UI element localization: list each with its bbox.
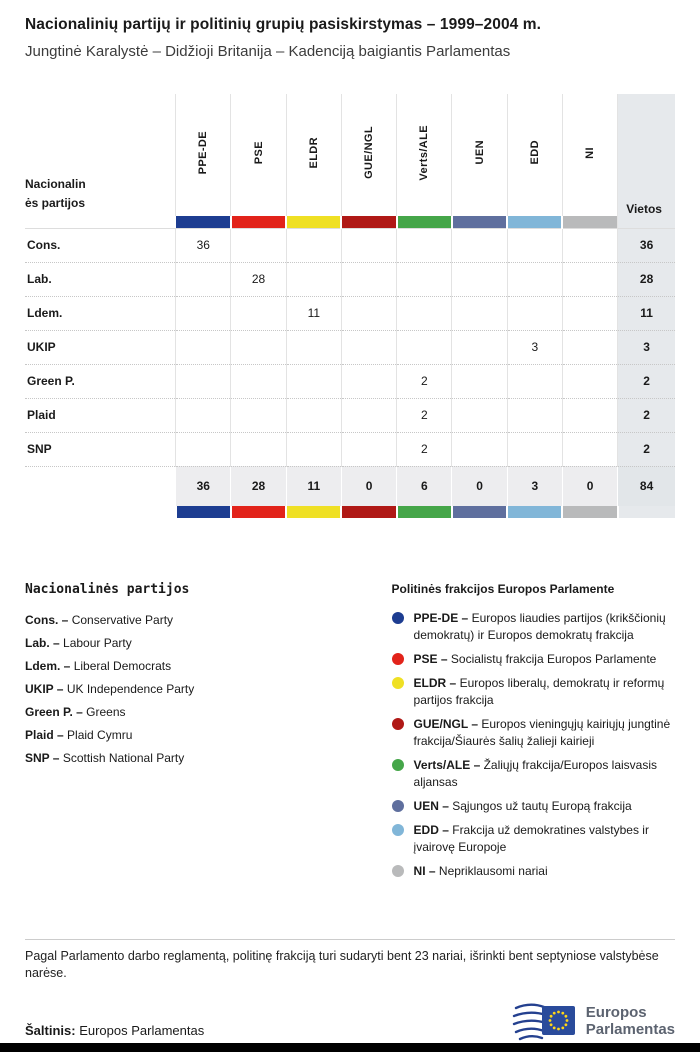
value-cell: 3 [507,330,562,364]
group-color-bar [507,216,562,228]
groups-legend-title: Politinės frakcijos Europos Parlamente [391,582,615,596]
value-cell [231,330,286,364]
value-cell: 36 [176,228,231,262]
value-cell [286,364,341,398]
party-name: SNP [25,432,176,466]
table-row [25,432,675,466]
list-item: Plaid – Plaid Cymru [25,728,133,742]
grand-total-cell: 84 [618,466,675,506]
bar-spacer [25,506,176,518]
value-cell [562,262,617,296]
list-item: PSE – Socialistų frakcija Europos Parlamente [392,651,675,668]
group-color-dot [392,677,404,689]
group-color-bar [231,506,286,518]
list-item: ELDR – Europos liberalų, demokratų ir reformų partijos frakcija [392,675,675,709]
totals-row [25,466,675,506]
value-cell [507,228,562,262]
party-name: Green P. [25,364,176,398]
total-cell: 36 [176,466,231,506]
value-cell [452,432,507,466]
value-cell [452,330,507,364]
list-item: Verts/ALE – Žaliųjų frakcija/Europos laisvasis aljansas [392,757,675,791]
value-cell [286,330,341,364]
total-cell: 28 [231,466,286,506]
seats-cell: 2 [618,432,675,466]
list-item: UEN – Sąjungos už tautų Europą frakcija [392,798,675,815]
list-item: Green P. – Greens [25,705,126,719]
source-line: Šaltinis: Europos Parlamentas [25,1023,205,1038]
value-cell [397,330,452,364]
list-item: UKIP – UK Independence Party [25,682,195,696]
page-title: Nacionalinių partijų ir politinių grupių pasiskirstymas – 1999–2004 m. [25,16,542,33]
table-row [25,296,675,330]
total-cell: 0 [341,466,396,506]
value-cell [341,364,396,398]
group-color-bar [452,506,507,518]
value-cell [176,330,231,364]
column-header-pse: PSE [231,94,286,216]
value-cell [562,364,617,398]
footnote: Pagal Parlamento darbo reglamentą, politinę frakciją turi sudaryti bent 23 nariai, išrinkti bent septyniose valstybėse narėse. [25,949,659,980]
group-color-dot [392,653,404,665]
footer-row [25,998,675,1044]
seats-cell: 2 [618,364,675,398]
group-color-dot [392,718,404,730]
table-row [25,364,675,398]
logo-text: Europos Parlamentas [585,1003,675,1038]
value-cell [452,364,507,398]
ep-hemicycle-flag-icon [512,998,578,1044]
value-cell [507,432,562,466]
value-cell [341,228,396,262]
parties-legend [25,582,392,887]
group-color-dot [392,824,404,836]
value-cell [341,296,396,330]
column-header-edd: EDD [507,94,562,216]
value-cell [176,364,231,398]
group-color-bar [341,506,396,518]
total-cell: 11 [286,466,341,506]
value-cell: 11 [286,296,341,330]
row-header [25,94,176,228]
column-header-eldr: ELDR [286,94,341,216]
group-color-bar [397,506,452,518]
value-cell [176,398,231,432]
divider [25,939,675,940]
totals-spacer [25,466,176,506]
seats-cell: 3 [618,330,675,364]
value-cell [341,432,396,466]
seats-column-footer [618,506,675,518]
column-header-ni: NI [562,94,617,216]
party-name: Ldem. [25,296,176,330]
group-color-bar [562,506,617,518]
column-header-ppe-de: PPE-DE [176,94,231,216]
value-cell [397,228,452,262]
table-row [25,398,675,432]
party-name: Cons. [25,228,176,262]
value-cell [286,262,341,296]
value-cell [452,228,507,262]
table-row [25,262,675,296]
table-row [25,228,675,262]
european-parliament-logo [512,998,675,1044]
value-cell [562,398,617,432]
value-cell [231,398,286,432]
value-cell [507,262,562,296]
column-header-gue-ngl: GUE/NGL [341,94,396,216]
seats-column-header: Vietos [618,94,675,228]
value-cell [231,296,286,330]
group-color-bar-row-bottom [25,506,675,518]
value-cell [341,262,396,296]
group-color-dot [392,865,404,877]
seats-cell: 11 [618,296,675,330]
value-cell [176,432,231,466]
group-color-bar [397,216,452,228]
total-cell: 0 [562,466,617,506]
list-item: Lab. – Labour Party [25,636,132,650]
group-color-bar [231,216,286,228]
value-cell [397,296,452,330]
value-cell [397,262,452,296]
legends-section [25,582,675,887]
list-item: GUE/NGL – Europos vieningųjų kairiųjų jungtinė frakcija/Šiaurės šalių žalieji kairieji [392,716,675,750]
value-cell [452,296,507,330]
parties-legend-title: Nacionalinės partijos [25,582,190,597]
list-item: EDD – Frakcija už demokratines valstybes ir įvairovę Europoje [392,822,675,856]
row-header-label: Nacionalinės partijos [25,177,86,211]
column-header-uen: UEN [452,94,507,216]
value-cell [562,330,617,364]
value-cell [286,432,341,466]
seats-cell: 28 [618,262,675,296]
value-cell [562,296,617,330]
total-cell: 3 [507,466,562,506]
value-cell [341,330,396,364]
group-color-bar [286,216,341,228]
groups-legend [392,582,675,887]
value-cell [286,398,341,432]
group-color-bar [286,506,341,518]
list-item: Ldem. – Liberal Democrats [25,659,172,673]
total-cell: 0 [452,466,507,506]
group-color-bar [176,216,231,228]
group-color-bar [562,216,617,228]
value-cell [507,296,562,330]
value-cell [507,398,562,432]
group-color-bar [507,506,562,518]
value-cell: 2 [397,364,452,398]
value-cell [452,398,507,432]
value-cell: 28 [231,262,286,296]
table-row [25,330,675,364]
list-item: SNP – Scottish National Party [25,751,185,765]
list-item: PPE-DE – Europos liaudies partijos (krikščionių demokratų) ir Europos demokratų frakcija [392,610,675,644]
group-color-bar [452,216,507,228]
list-item: Cons. – Conservative Party [25,613,174,627]
value-cell [231,432,286,466]
value-cell [176,262,231,296]
total-cell: 6 [397,466,452,506]
value-cell: 2 [397,432,452,466]
party-name: Lab. [25,262,176,296]
value-cell: 2 [397,398,452,432]
value-cell [176,296,231,330]
seats-table [25,94,675,518]
seats-cell: 36 [618,228,675,262]
column-header-verts-ale: Verts/ALE [397,94,452,216]
group-color-bar [341,216,396,228]
value-cell [507,364,562,398]
value-cell [562,432,617,466]
value-cell [231,228,286,262]
group-color-dot [392,612,404,624]
page-subtitle: Jungtinė Karalystė – Didžioji Britanija – Kadenciją baigiantis Parlamentas [25,43,511,60]
group-color-dot [392,759,404,771]
list-item: NI – Nepriklausomi nariai [392,863,675,880]
group-color-dot [392,800,404,812]
party-name: UKIP [25,330,176,364]
value-cell [231,364,286,398]
group-color-bar [176,506,231,518]
value-cell [562,228,617,262]
footer-bar [0,1043,700,1052]
value-cell [452,262,507,296]
seats-cell: 2 [618,398,675,432]
party-name: Plaid [25,398,176,432]
value-cell [341,398,396,432]
value-cell [286,228,341,262]
